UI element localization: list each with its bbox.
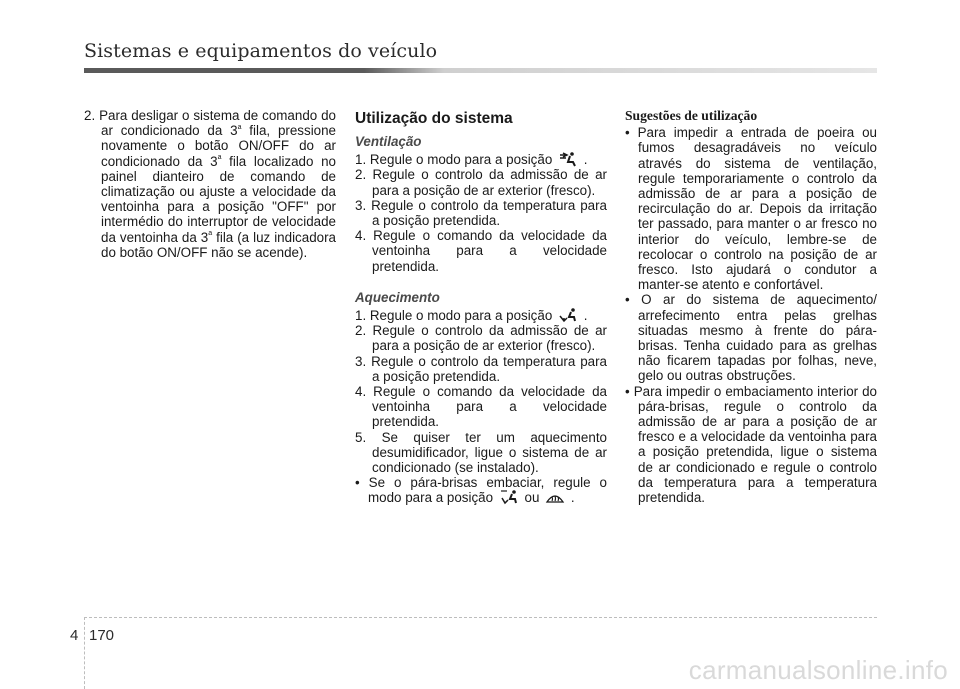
list-item: 3. Regule o controlo da temperatura para a posição pretendida.	[355, 353, 607, 384]
floor-vent-icon	[558, 307, 578, 323]
item-text-c: fila localizado no painel dianteiro de comando de climatização ou ajuste a velocidade da ventoinha para a posição "OFF" por intermédio do interruptor de velocidade da ventoinha da 3	[101, 153, 337, 245]
list-item	[355, 152, 607, 167]
list-item-2	[84, 108, 336, 260]
column-1	[84, 108, 336, 260]
ventilation-title: Ventilação	[355, 134, 422, 149]
footer-section-number: 4	[70, 627, 79, 644]
column-3	[625, 108, 877, 505]
or-text: ou	[524, 490, 540, 506]
face-vent-icon	[558, 151, 578, 167]
page-header-title: Sistemas e equipamentos do veículo	[84, 40, 438, 62]
defrost-icon	[545, 489, 565, 505]
list-item-text: 1. Regule o modo para a posição	[355, 308, 553, 324]
footer-rule-horizontal	[84, 617, 877, 618]
footer-rule-vertical	[84, 617, 85, 689]
column-2	[355, 108, 607, 506]
bullet-item	[355, 475, 607, 505]
header-rule	[84, 68, 877, 73]
item-number: 2.	[84, 108, 96, 123]
list-item: 3. Regule o controlo da temperatura para a posição pretendida.	[355, 197, 607, 229]
list-item-text: 1. Regule o modo para a posição	[355, 152, 553, 168]
item-text-b: fila, pressione novamente o botão ON/OFF do ar condicionado da 3	[101, 123, 337, 169]
footer-page-number: 170	[89, 627, 115, 644]
item-text-d: fila (a luz indicadora do botão ON/OFF não se acende).	[101, 229, 336, 260]
ordinal-sup: a	[237, 123, 242, 131]
tips-title: Sugestões de utilização	[625, 108, 758, 123]
list-item: 2. Regule o controlo da admissão de ar para a posição de ar exterior (fresco).	[355, 167, 607, 198]
watermark: carmanualsonline.info	[688, 655, 948, 685]
bullet-text: • Se o pára-brisas embaciar, regule o modo para a posição	[355, 475, 607, 506]
period: .	[583, 308, 588, 324]
bullet-item: • Para impedir o embaciamento interior do pára-brisas, regule o controlo da admissão de ar para a posição de ar fresco e a velocidade da ventoinha para a posição pretendida, ligue o sistema de ar condicionado e regule o controlo da temperatura para a temperatura pretendida.	[625, 383, 877, 506]
spacer	[355, 274, 607, 290]
bullet-item: • O ar do sistema de aquecimento/ arrefecimento entra pelas grelhas situadas mesmo à frente do pára-brisas. Tenha cuidado para as grelhas não ficarem tapadas por folhas, neve, gelo ou outras obstruções.	[625, 292, 877, 384]
ordinal-sup: a	[217, 154, 222, 162]
list-item: 4. Regule o comando da velocidade da ventoinha para a velocidade pretendida.	[355, 228, 607, 274]
list-item: 4. Regule o comando da velocidade da ventoinha para a velocidade pretendida.	[355, 384, 607, 430]
list-item: 2. Regule o controlo da admissão de ar para a posição de ar exterior (fresco).	[355, 323, 607, 354]
period: .	[583, 152, 588, 168]
ordinal-sup: a	[208, 230, 213, 238]
item-text-a: Para desligar o sistema de comando do ar condicionado da 3	[99, 108, 336, 139]
floor-defrost-icon	[499, 489, 519, 505]
heating-title: Aquecimento	[355, 289, 440, 305]
list-item: 5. Se quiser ter um aquecimento desumidificador, ligue o sistema de ar condicionado (se instalado).	[355, 429, 607, 476]
period: .	[570, 490, 575, 506]
section-title: Utilização do sistema	[355, 110, 513, 127]
bullet-item: • Para impedir a entrada de poeira ou fumos desagradáveis no veículo através do sistema de ventilação, regule temporariamente o controlo da admissão de ar para a posição de recirculação do ar. Depois da irritação ter passado, para manter o ar fresco no interior do veículo, lembre-se de recolocar o controlo na posição de ar fresco. Isto ajudará o condutor a manter-se atento e confortável.	[625, 125, 877, 293]
list-item	[355, 308, 607, 323]
